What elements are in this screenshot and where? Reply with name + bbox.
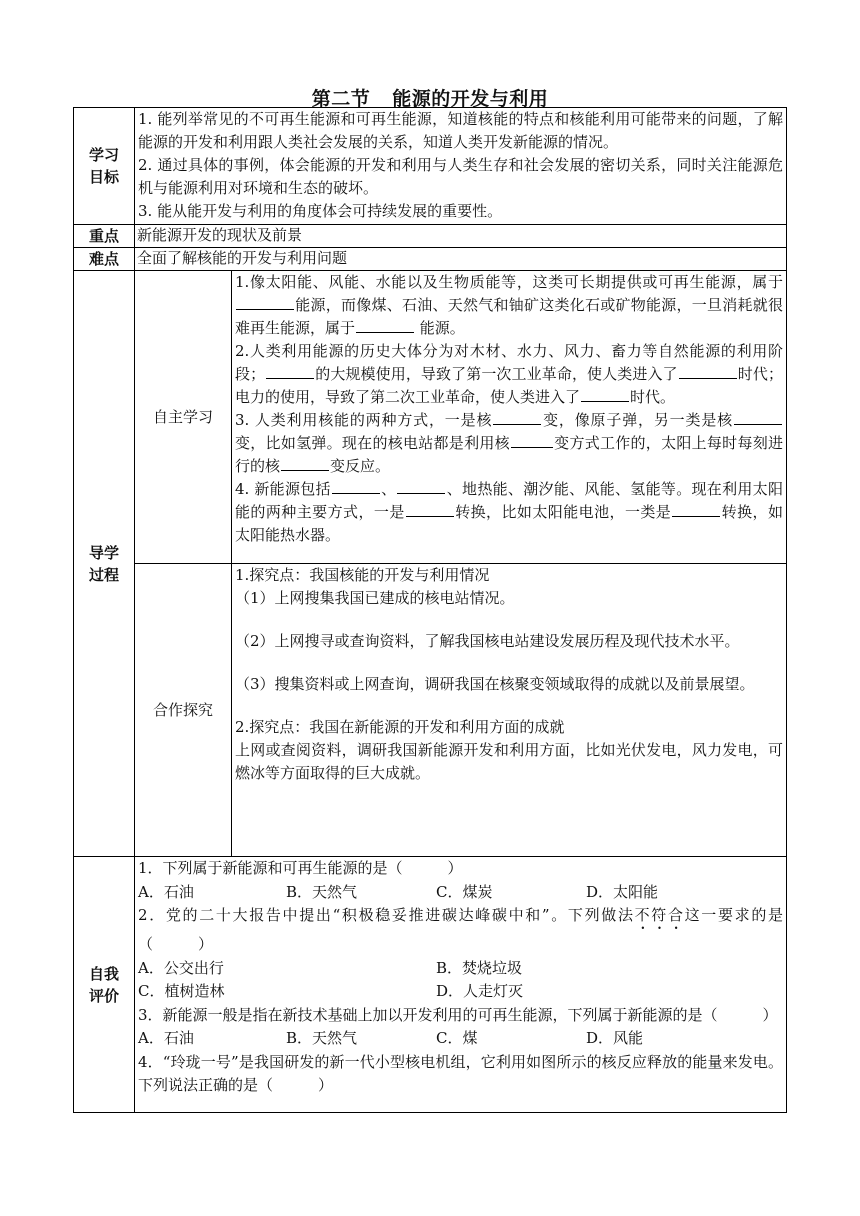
lesson-table (73, 107, 787, 1113)
cooperation-label: 合作探究 (135, 564, 232, 857)
emphasis-text: 不符合 (634, 906, 685, 924)
title-topic: 能源的开发与利用 (392, 88, 549, 110)
option[interactable]: C．植树造林 (138, 982, 225, 1000)
eval-q4-stem: 4．“玲珑一号”是我国研发的新一代小型核电机组，它利用如图所示的核反应释放的能量来发电。下列说法正确的是（ ） (138, 1052, 783, 1094)
self-study-label: 自主学习 (135, 271, 232, 564)
coop-task-3: （3）搜集资料或上网查询，调研我国在核聚变领域取得的成就以及前景展望。 (235, 675, 755, 693)
option[interactable]: A．石油 (138, 882, 194, 901)
eval-q2-stem: 2．党的二十大报告中提出“积极稳妥推进碳达峰碳中和”。下列做法不符合这一要求的是（ ） (138, 906, 783, 953)
option[interactable]: C．煤炭 (436, 882, 493, 901)
eval-q1-stem: 1．下列属于新能源和可再生能源的是（ ） (138, 859, 463, 877)
coop-point-2: 2.探究点：我国在新能源的开发和利用方面的成就 (235, 718, 565, 736)
self-study-q3: 3. 人类利用核能的两种方式，一是核 变，像原子弹，另一类是核变，比如氢弹。现在的核电站都是利用核 变方式工作的，太阳上每时每刻进行的核 变反应。 (235, 411, 783, 475)
eval-q3-stem: 3．新能源一般是指在新技术基础上加以开发利用的可再生能源，下列属于新能源的是（ ） (138, 1005, 778, 1024)
coop-task-2: （2）上网搜寻或查询资料，了解我国核电站建设发展历程及现代技术水平。 (235, 632, 740, 650)
option[interactable]: C．煤 (436, 1029, 478, 1047)
coop-task-1: （1）上网搜集我国已建成的核电站情况。 (235, 589, 515, 607)
fill-blank[interactable] (397, 478, 445, 494)
eval-q2-options-row2 (138, 980, 783, 1004)
self-eval-row (74, 857, 787, 1113)
goals-row (74, 108, 787, 225)
fill-blank[interactable] (734, 409, 782, 425)
self-eval-label: 自我 评价 (74, 857, 135, 1113)
eval-q2-options-row1 (138, 957, 783, 981)
key-row (74, 225, 787, 248)
difficulty-label: 难点 (74, 248, 135, 271)
difficulty-text: 全面了解核能的开发与利用问题 (135, 248, 787, 271)
option[interactable]: D．风能 (586, 1029, 644, 1047)
fill-blank[interactable] (332, 478, 380, 494)
option[interactable]: B．焚烧垃圾 (436, 958, 523, 977)
process-label: 导学 过程 (74, 271, 135, 857)
key-label: 重点 (74, 225, 135, 248)
title-section: 第二节 (311, 88, 371, 110)
option[interactable]: D．人走灯灭 (436, 982, 524, 1000)
fill-blank[interactable] (266, 363, 314, 379)
self-study-q2: 2.人类利用能源的历史大体分为对木材、水力、风力、畜力等自然能源的利用阶段； 的大规模使用，导致了第一次工业革命，使人类进入了 时代；电力的使用，导致了第二次工业革命，使人类进入了 时代。 (235, 342, 783, 406)
cooperation-row (74, 564, 787, 857)
goal-3: 3. 能从能开发与利用的角度体会可持续发展的重要性。 (138, 202, 503, 220)
self-study-content (232, 271, 787, 564)
coop-task-4: 上网或查阅资料，调研我国新能源开发和利用方面，比如光伏发电，风力发电，可燃冰等方面取得的巨大成就。 (235, 741, 783, 782)
goal-1: 1. 能列举常见的不可再生能源和可再生能源，知道核能的特点和核能利用可能带来的问题，了解能源的开发和利用跟人类社会发展的关系，知道人类开发新能源的情况。 (138, 110, 783, 151)
fill-blank[interactable] (511, 432, 553, 448)
cooperation-content (232, 564, 787, 857)
coop-point-1: 1.探究点：我国核能的开发与利用情况 (235, 566, 490, 584)
goals-label: 学习 目标 (74, 108, 135, 225)
fill-blank[interactable] (672, 501, 720, 517)
self-eval-content (135, 857, 787, 1113)
option[interactable]: D．太阳能 (586, 882, 659, 901)
eval-q3-options (138, 1027, 783, 1051)
goal-2: 2. 通过具体的事例，体会能源的开发和利用与人类生存和社会发展的密切关系，同时关注能源危机与能源利用对环境和生态的破坏。 (138, 156, 783, 197)
option[interactable]: A．石油 (138, 1029, 194, 1047)
fill-blank[interactable] (679, 363, 737, 379)
self-study-row (74, 271, 787, 564)
fill-blank[interactable] (281, 455, 329, 471)
fill-blank[interactable] (581, 386, 629, 402)
option[interactable]: B．天然气 (286, 1029, 358, 1047)
difficulty-row (74, 248, 787, 271)
fill-blank[interactable] (236, 294, 294, 310)
self-study-q4: 4. 新能源包括 、 、地热能、潮汐能、风能、氢能等。现在利用太阳能的两种主要方式，一是 转换，比如太阳能电池，一类是 转换，如太阳能热水器。 (235, 480, 783, 544)
key-text: 新能源开发的现状及前景 (135, 225, 787, 248)
fill-blank[interactable] (406, 501, 454, 517)
goals-content (135, 108, 787, 225)
fill-blank[interactable] (493, 409, 541, 425)
option[interactable]: B．天然气 (286, 882, 358, 901)
eval-q1-options (138, 881, 783, 905)
self-study-q1: 1.像太阳能、风能、水能以及生物质能等，这类可长期提供或可再生能源，属于能源，而像煤、石油、天然气和铀矿这类化石或矿物能源，一旦消耗就很难再生能源，属于 能源。 (235, 273, 783, 337)
option[interactable]: A．公交出行 (138, 958, 224, 977)
fill-blank[interactable] (356, 317, 414, 333)
